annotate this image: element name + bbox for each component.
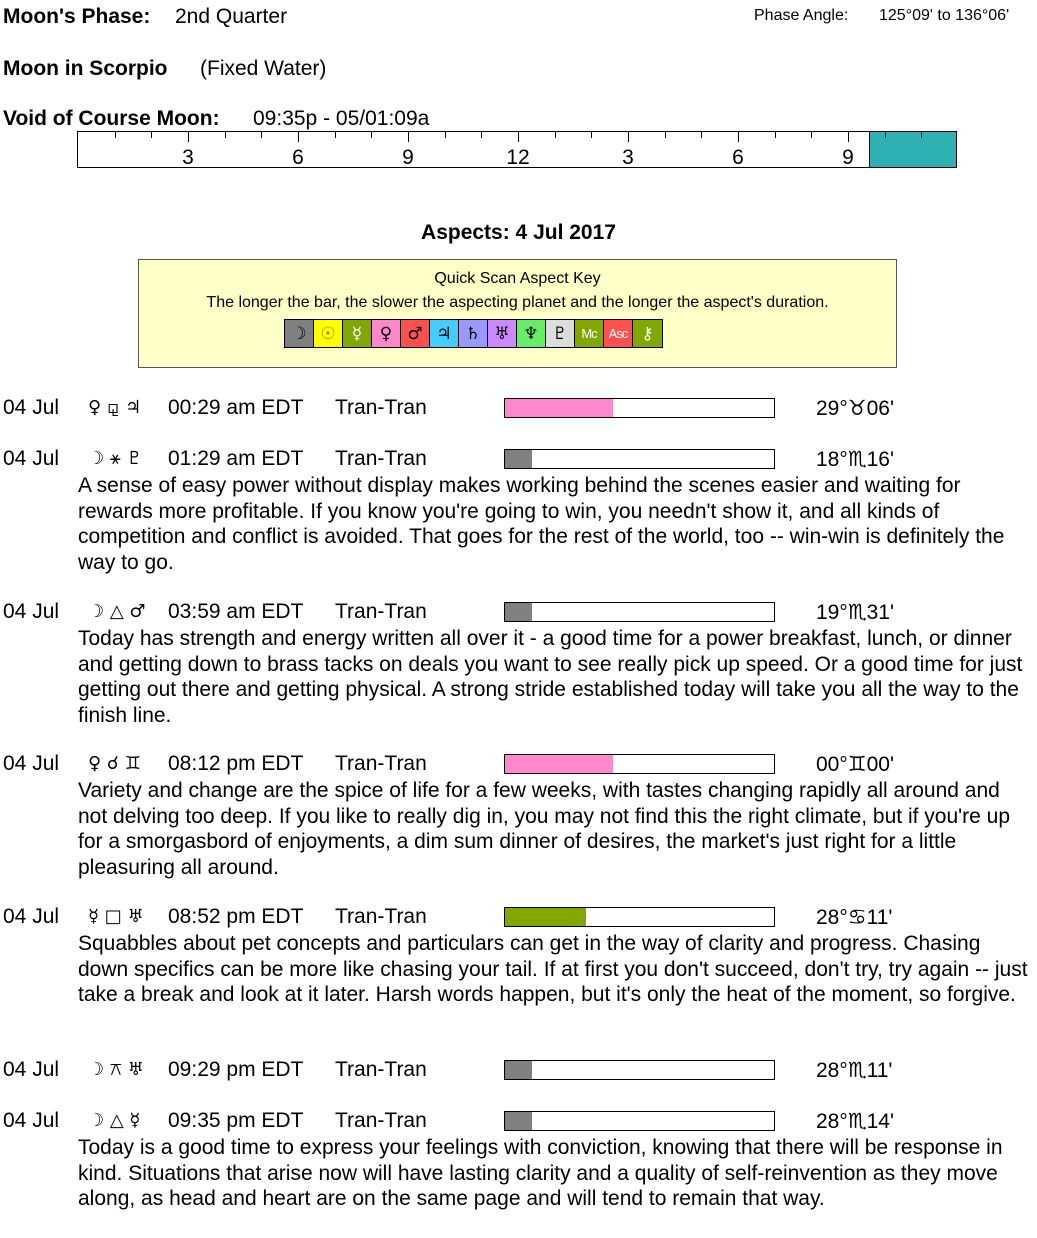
void-value: 09:35p - 05/01:09a <box>253 107 430 130</box>
timeline-tick <box>628 132 629 142</box>
timeline-tick <box>591 132 592 138</box>
void-period-fill <box>869 132 956 167</box>
void-of-course-timeline <box>77 131 957 168</box>
aspect-duration-fill <box>505 450 532 468</box>
timeline-tick <box>408 132 409 142</box>
phase-label: Moon's Phase: <box>3 5 151 28</box>
aspect-date: 04 Jul <box>3 1058 60 1081</box>
aspect-symbols: ♀ ⚼ ♃ <box>88 397 142 418</box>
timeline-hour-label: 3 <box>622 146 634 169</box>
aspect-date: 04 Jul <box>3 1109 60 1132</box>
aspect-description: Squabbles about pet concepts and particulars can get in the way of clarity and progress. Chasing down specifics can be more like chasing your tail. If at first you don't succeed, don't try, try again -- just take a break and look at it later. Harsh words happen, but it's only the heat of the moment, so forgive. <box>78 932 1028 1006</box>
jupiter-icon: ♃ <box>430 320 459 347</box>
aspect-position: 00°♊00' <box>816 753 894 776</box>
chiron-icon: ⚷ <box>633 320 662 347</box>
aspect-time: 09:29 pm EDT <box>168 1058 304 1081</box>
aspect-date: 04 Jul <box>3 600 60 623</box>
aspect-time: 01:29 am EDT <box>168 447 304 470</box>
aspect-duration-fill <box>505 1112 532 1130</box>
aspect-description: Variety and change are the spice of life for a few weeks, with tastes changing rapidly all around and not delving too deep. If you like to really dig in, you may not find this the right climate, but if you're up for a smorgasbord of enjoyments, a dim sum dinner of desires, the market's just right for a little pleasuring all around. <box>78 779 1011 879</box>
aspect-type: Tran-Tran <box>335 600 427 623</box>
timeline-tick <box>665 132 666 138</box>
aspect-symbols: ♀ ☌ ♊ <box>88 753 141 774</box>
aspect-date: 04 Jul <box>3 447 60 470</box>
aspect-position: 19°♏31' <box>816 601 894 624</box>
timeline-tick <box>885 132 886 138</box>
timeline-hour-label: 9 <box>842 146 854 169</box>
timeline-tick <box>261 132 262 138</box>
timeline-tick <box>335 132 336 138</box>
aspect-description: Today is a good time to express your feelings with conviction, knowing that there will be response in kind. Situations that arise now will have lasting clarity and a quality of self-reinvention as they move along, as head and heart are on the same page and will tend to remain that way. <box>78 1136 1003 1210</box>
aspect-time: 09:35 pm EDT <box>168 1109 304 1132</box>
timeline-tick <box>848 132 849 142</box>
aspect-duration-fill <box>505 1061 532 1079</box>
aspect-time: 08:52 pm EDT <box>168 905 304 928</box>
phase-angle-value: 125°09' to 136°06' <box>879 7 1010 24</box>
aspect-type: Tran-Tran <box>335 752 427 775</box>
moon-icon: ☽ <box>285 320 314 347</box>
phase-angle-label: Phase Angle: <box>754 7 849 24</box>
aspect-description: Today has strength and energy written all over it - a good time for a power breakfast, lunch, or dinner and getting down to brass tacks on deals you want to see really pick up speed. Or a good time for just getting out there and getting physical. A strong stride established today will take you all the way to the finish line. <box>78 627 1023 727</box>
timeline-tick <box>225 132 226 138</box>
key-title: Quick Scan Aspect Key <box>434 270 601 287</box>
aspect-symbols: ☽ ⚻ ♅ <box>88 1059 144 1080</box>
timeline-tick <box>921 132 922 138</box>
aspect-symbols: ☿ □ ♅ <box>88 906 144 927</box>
timeline-tick <box>518 132 519 142</box>
timeline-tick <box>481 132 482 138</box>
aspect-duration-bar <box>504 398 775 418</box>
aspect-duration-bar <box>504 1111 775 1131</box>
aspect-position: 28°♋11' <box>816 906 893 929</box>
timeline-hour-label: 6 <box>292 146 304 169</box>
neptune-icon: ♆ <box>517 320 546 347</box>
aspect-duration-bar <box>504 602 775 622</box>
phase-value: 2nd Quarter <box>175 5 288 28</box>
moon-sign-label: Moon in Scorpio <box>3 57 168 80</box>
planet-key-strip <box>284 319 663 348</box>
aspect-position: 28°♏11' <box>816 1059 893 1082</box>
timeline-hour-label: 6 <box>732 146 744 169</box>
aspect-position: 29°♉06' <box>816 397 894 420</box>
saturn-icon: ♄ <box>459 320 488 347</box>
midheaven-icon: Mc <box>575 320 604 347</box>
timeline-tick <box>298 132 299 142</box>
timeline-tick <box>811 132 812 138</box>
aspect-type: Tran-Tran <box>335 905 427 928</box>
timeline-tick <box>701 132 702 138</box>
aspect-date: 04 Jul <box>3 752 60 775</box>
timeline-hour-label: 12 <box>506 146 530 169</box>
aspects-title: Aspects: 4 Jul 2017 <box>421 221 616 244</box>
aspect-duration-fill <box>505 399 613 417</box>
aspect-duration-bar <box>504 907 775 927</box>
aspect-type: Tran-Tran <box>335 396 427 419</box>
aspect-position: 18°♏16' <box>816 448 894 471</box>
timeline-tick <box>445 132 446 138</box>
key-description: The longer the bar, the slower the aspecting planet and the longer the aspect's duration. <box>206 294 829 311</box>
aspect-duration-fill <box>505 755 613 773</box>
mars-icon: ♂ <box>401 320 430 347</box>
aspect-duration-bar <box>504 449 775 469</box>
aspect-symbols: ☽ △ ☿ <box>88 1110 141 1131</box>
timeline-tick <box>555 132 556 138</box>
aspect-time: 08:12 pm EDT <box>168 752 304 775</box>
aspect-duration-bar <box>504 1060 775 1080</box>
sun-icon: ☉ <box>314 320 343 347</box>
venus-icon: ♀ <box>372 320 401 347</box>
quick-scan-key <box>138 259 897 368</box>
void-label: Void of Course Moon: <box>3 107 220 130</box>
aspect-description: A sense of easy power without display makes working behind the scenes easier and waiting for rewards more profitable. If you know you're going to win, you needn't show it, and all kinds of competition and conflict is avoided. That goes for the rest of the world, too -- win-win is definitely the way to go. <box>78 474 1005 574</box>
aspect-duration-fill <box>505 603 532 621</box>
aspect-duration-fill <box>505 908 586 926</box>
aspect-type: Tran-Tran <box>335 447 427 470</box>
aspect-duration-bar <box>504 754 775 774</box>
mercury-icon: ☿ <box>343 320 372 347</box>
aspect-time: 03:59 am EDT <box>168 600 304 623</box>
moon-sign-value: (Fixed Water) <box>200 57 327 80</box>
timeline-tick <box>738 132 739 142</box>
timeline-tick <box>371 132 372 138</box>
aspect-symbols: ☽ △ ♂ <box>88 601 146 622</box>
timeline-tick <box>115 132 116 138</box>
timeline-tick <box>188 132 189 142</box>
aspect-date: 04 Jul <box>3 396 60 419</box>
timeline-tick <box>775 132 776 138</box>
aspect-type: Tran-Tran <box>335 1109 427 1132</box>
ascendant-icon: Asc <box>604 320 633 347</box>
aspect-time: 00:29 am EDT <box>168 396 304 419</box>
timeline-hour-label: 9 <box>402 146 414 169</box>
timeline-hour-label: 3 <box>182 146 194 169</box>
aspect-type: Tran-Tran <box>335 1058 427 1081</box>
aspect-date: 04 Jul <box>3 905 60 928</box>
uranus-icon: ♅ <box>488 320 517 347</box>
pluto-icon: ♇ <box>546 320 575 347</box>
aspect-symbols: ☽ ⚹ ♇ <box>88 448 143 469</box>
aspect-position: 28°♏14' <box>816 1110 894 1133</box>
timeline-tick <box>151 132 152 138</box>
